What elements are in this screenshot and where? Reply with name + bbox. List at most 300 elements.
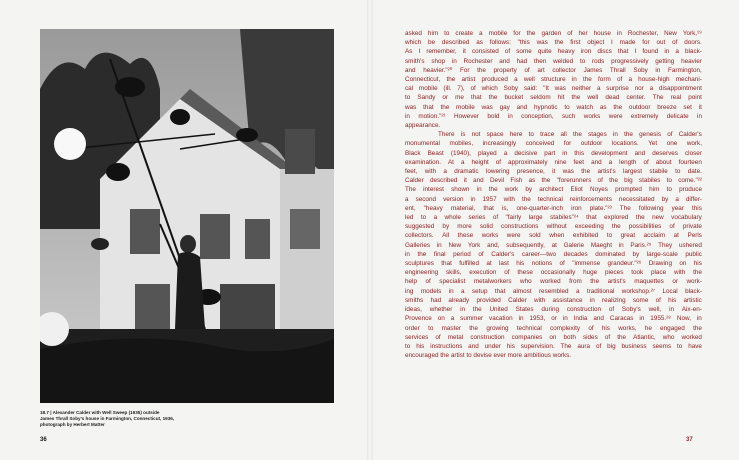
- word: Now,: [676, 315, 691, 323]
- word: explored: [604, 214, 629, 222]
- text-line: [405, 139, 702, 148]
- word: United: [489, 306, 508, 314]
- word: Fish: [510, 177, 523, 185]
- text-line: [405, 314, 702, 323]
- word: Devil: [489, 177, 505, 185]
- word: or: [551, 315, 557, 323]
- word: "heavy: [423, 204, 443, 212]
- word: art: [537, 66, 545, 74]
- word: hypnotic: [533, 103, 558, 111]
- word: to: [579, 57, 586, 65]
- text-line: [405, 333, 702, 342]
- word: the: [488, 186, 498, 194]
- word: well: [523, 76, 535, 84]
- word: the: [624, 131, 633, 139]
- word: in: [518, 315, 524, 323]
- word: in: [616, 30, 622, 37]
- word: garden: [541, 30, 562, 37]
- word: described: [441, 39, 470, 47]
- text-line: [405, 259, 702, 268]
- word: shop: [431, 57, 446, 65]
- word: realizing: [601, 296, 626, 304]
- word: engaged: [660, 324, 685, 332]
- word: to: [606, 232, 613, 240]
- word: a: [649, 85, 654, 93]
- word: specialist: [439, 278, 466, 286]
- word: "forerunners: [556, 177, 592, 185]
- word: I: [634, 48, 637, 56]
- word: models: [420, 287, 442, 295]
- word: on: [679, 260, 687, 268]
- word: Local: [662, 287, 678, 295]
- word: grandeur."²⁶: [607, 260, 642, 268]
- word: to: [675, 168, 681, 176]
- word: with: [503, 195, 515, 203]
- word: this: [574, 149, 585, 157]
- word: all: [560, 131, 567, 139]
- word: progressively: [611, 57, 649, 65]
- word: these: [457, 232, 474, 240]
- word: structure: [540, 76, 566, 84]
- word: welded: [553, 57, 574, 65]
- word: by: [661, 195, 669, 203]
- word: Soby: [633, 66, 648, 74]
- word: Eliot: [570, 186, 583, 194]
- word: played: [478, 149, 497, 157]
- word: of: [559, 260, 565, 268]
- text-line: [405, 204, 702, 213]
- word: work: [504, 186, 519, 194]
- word: a: [514, 76, 518, 84]
- word: a: [575, 287, 580, 295]
- word: a: [450, 315, 455, 323]
- word: his: [506, 342, 515, 350]
- word: with: [424, 168, 436, 176]
- word: closer: [685, 149, 702, 157]
- word: for: [513, 30, 521, 37]
- word: ent,: [405, 204, 416, 212]
- word: I: [611, 39, 613, 47]
- word: gay: [499, 103, 510, 111]
- word: lowering: [485, 168, 510, 176]
- word: black-: [685, 287, 702, 295]
- word: the: [617, 333, 627, 341]
- text-line: [405, 277, 702, 286]
- word: construction: [470, 333, 505, 341]
- word: a: [608, 158, 613, 166]
- word: such: [561, 112, 576, 120]
- word: artist's: [597, 168, 616, 176]
- word: was: [481, 103, 493, 111]
- text-line: [405, 47, 702, 56]
- word: him: [649, 186, 660, 194]
- text-line: [405, 130, 702, 139]
- word: ing: [405, 287, 414, 295]
- word: the: [693, 324, 702, 332]
- caption-line: 18.7 | Alexander Calder with Well Sweep (1935) outside: [40, 410, 160, 415]
- word: heavy: [557, 48, 575, 56]
- word: and: [405, 66, 416, 74]
- word: acclaim: [643, 232, 666, 240]
- text-line: [405, 268, 702, 277]
- word: conception,: [521, 112, 554, 120]
- word: They: [658, 241, 673, 249]
- word: some: [516, 48, 532, 56]
- text-line: [405, 213, 702, 222]
- word: of: [492, 214, 499, 222]
- word: in: [655, 66, 661, 74]
- word: or: [672, 278, 678, 286]
- word: following: [638, 204, 664, 212]
- word: growing: [486, 324, 509, 332]
- word: Connecticut,: [405, 76, 441, 84]
- word: the: [446, 76, 456, 84]
- word: career—two: [521, 250, 557, 258]
- word: that: [617, 48, 629, 56]
- word: and,: [487, 241, 500, 249]
- page-gutter: [367, 0, 373, 460]
- word: worked: [540, 278, 561, 286]
- word: and: [634, 149, 646, 157]
- word: a: [443, 168, 447, 176]
- word: work-: [686, 278, 702, 286]
- word: help: [405, 278, 417, 286]
- text-line: [405, 112, 702, 121]
- text-line: [405, 167, 702, 176]
- word: consisted: [471, 48, 499, 56]
- word: in: [405, 112, 410, 120]
- word: space: [486, 131, 504, 139]
- word: set: [683, 103, 692, 111]
- word: the: [611, 223, 621, 231]
- text-line: [405, 57, 702, 66]
- word: was: [562, 168, 574, 176]
- word: technical: [516, 324, 542, 332]
- word: mobile: [418, 85, 438, 93]
- word: for: [563, 140, 572, 148]
- word: big: [624, 177, 633, 185]
- word: a: [479, 30, 483, 37]
- word: mobile: [488, 30, 508, 37]
- word: to: [564, 103, 570, 111]
- word: of: [567, 30, 573, 37]
- word: cal: [405, 85, 414, 93]
- word: big: [607, 342, 616, 350]
- text-line: encouraged the artist to devise ever more ambitious works.: [405, 352, 572, 360]
- text-line: [405, 103, 702, 112]
- word: large: [528, 214, 543, 222]
- word: vacation: [489, 315, 513, 323]
- word: I: [418, 48, 421, 56]
- word: work,: [686, 140, 702, 148]
- word: 1955.²⁸: [650, 315, 671, 323]
- word: produce: [679, 186, 702, 194]
- word: second: [415, 195, 437, 203]
- word: bucket: [504, 94, 524, 102]
- word: and: [593, 315, 604, 323]
- word: Caracas: [609, 315, 634, 323]
- word: Thrall: [609, 66, 626, 74]
- word: mechani-: [675, 76, 702, 84]
- word: works,: [618, 324, 637, 332]
- photo-illustration: [40, 29, 334, 403]
- word: and: [468, 342, 479, 350]
- text-line: [405, 185, 702, 194]
- word: were: [506, 232, 521, 240]
- word: 1957: [482, 195, 497, 203]
- word: Soby's: [621, 306, 641, 314]
- word: not: [471, 131, 481, 139]
- word: outdoor: [580, 140, 603, 148]
- word: "immense: [572, 260, 601, 268]
- word: of: [524, 66, 530, 74]
- word: master: [441, 324, 461, 332]
- word: The: [619, 204, 631, 212]
- word: a: [461, 287, 465, 295]
- word: height: [471, 158, 489, 166]
- caption-line: photograph by Herbert Matter: [40, 421, 105, 427]
- word: summer: [460, 315, 484, 323]
- word: examination.: [405, 158, 441, 166]
- word: maquettes: [634, 278, 664, 286]
- word: Calder: [508, 296, 527, 304]
- word: him: [427, 30, 439, 37]
- word: bold: [487, 112, 500, 120]
- text-line: [405, 29, 702, 38]
- word: he: [644, 324, 652, 332]
- word: possibilities: [628, 223, 662, 231]
- word: as: [476, 39, 483, 47]
- word: at: [551, 241, 557, 249]
- word: as: [599, 103, 607, 111]
- word: mobile: [456, 103, 475, 111]
- word: private: [682, 223, 702, 231]
- word: to: [666, 177, 672, 185]
- word: Rochester,: [627, 30, 659, 37]
- word: occasionally: [540, 269, 576, 277]
- word: well,: [648, 306, 662, 314]
- word: nor: [634, 85, 644, 93]
- word: Beast: [427, 149, 444, 157]
- word: of: [643, 158, 649, 166]
- text-line: [405, 158, 702, 167]
- word: outdoor: [628, 103, 651, 111]
- word: found: [642, 48, 659, 56]
- word: a: [596, 85, 601, 93]
- word: that: [441, 260, 452, 268]
- word: object: [587, 39, 605, 47]
- word: to: [420, 214, 427, 222]
- word: in: [470, 195, 476, 203]
- word: already: [448, 296, 470, 304]
- word: and: [516, 103, 528, 111]
- word: technical: [537, 195, 563, 203]
- body-text-column: [405, 29, 702, 360]
- word: on: [437, 315, 445, 323]
- word: one-quarter-inch: [516, 204, 563, 212]
- word: the: [609, 177, 618, 185]
- word: Farmington,: [667, 66, 702, 74]
- text-line: [405, 38, 702, 47]
- word: sculptures: [405, 260, 434, 268]
- word: neither: [571, 85, 592, 93]
- word: in: [696, 315, 702, 323]
- word: metal: [447, 333, 464, 341]
- word: create: [455, 30, 474, 37]
- word: had: [430, 296, 442, 304]
- word: the: [472, 306, 482, 314]
- word: the: [521, 195, 531, 203]
- word: by: [632, 250, 640, 258]
- word: when: [549, 232, 565, 240]
- word: that: [423, 103, 434, 111]
- word: motion."²¹: [418, 112, 446, 120]
- word: companies: [511, 333, 543, 341]
- word: at: [486, 260, 492, 268]
- word: interest: [423, 186, 444, 194]
- word: in: [562, 315, 568, 323]
- word: in: [405, 250, 410, 258]
- word: and: [499, 57, 510, 65]
- word: for: [642, 39, 650, 47]
- word: series: [468, 214, 486, 222]
- word: discs: [597, 48, 612, 56]
- word: order: [405, 324, 420, 332]
- word: suggested: [405, 223, 435, 231]
- text-line: [405, 241, 702, 250]
- word: watch: [576, 103, 594, 111]
- word: took: [631, 269, 644, 277]
- word: fulfilled: [459, 260, 479, 268]
- word: a: [433, 214, 438, 222]
- photograph-calder-well-sweep: [40, 29, 334, 403]
- word: by: [525, 186, 533, 194]
- word: these: [517, 269, 533, 277]
- word: The: [560, 342, 572, 350]
- word: in: [697, 112, 702, 120]
- word: workshop.²⁷: [621, 287, 656, 295]
- word: and: [473, 177, 484, 185]
- word: increasingly: [482, 140, 517, 148]
- word: of: [504, 269, 510, 277]
- word: made: [619, 39, 636, 47]
- word: For: [459, 66, 470, 74]
- word: of: [669, 223, 675, 231]
- word: shown: [451, 186, 470, 194]
- word: on: [549, 333, 557, 341]
- word: house: [593, 30, 611, 37]
- word: the: [541, 177, 551, 185]
- word: the: [583, 76, 592, 84]
- word: breeze: [657, 103, 677, 111]
- word: services: [405, 333, 429, 341]
- word: her: [578, 30, 588, 37]
- word: solid: [479, 223, 493, 231]
- word: almost: [512, 287, 532, 295]
- word: that: [470, 94, 482, 102]
- word: were: [608, 112, 623, 120]
- word: plate."²³: [589, 204, 612, 212]
- word: remember,: [426, 48, 457, 56]
- word: the: [488, 94, 498, 102]
- word: to: [528, 131, 534, 139]
- word: construction: [566, 306, 602, 314]
- word: York,¹⁹: [682, 30, 702, 37]
- word: hit: [557, 94, 565, 102]
- word: come."²²: [678, 177, 702, 185]
- word: Soby: [503, 85, 519, 93]
- word: skills,: [445, 269, 462, 277]
- word: Calder's: [491, 250, 515, 258]
- word: have: [688, 342, 702, 350]
- word: 7),: [457, 85, 465, 93]
- word: to: [666, 186, 672, 194]
- word: who: [662, 333, 675, 341]
- word: final: [433, 250, 446, 258]
- word: sides: [582, 333, 598, 341]
- word: Sandy: [417, 94, 436, 102]
- word: date.: [687, 168, 702, 176]
- word: here: [509, 131, 523, 139]
- word: pieces: [605, 269, 624, 277]
- word: that: [494, 287, 506, 295]
- word: in: [507, 112, 513, 120]
- word: development: [591, 149, 628, 157]
- word: period: [453, 250, 471, 258]
- word: both: [563, 333, 576, 341]
- word: Perls: [687, 232, 702, 240]
- word: doors.: [684, 39, 702, 47]
- word: with: [673, 269, 686, 277]
- word: the: [526, 30, 536, 37]
- word: which: [405, 39, 422, 47]
- word: assistance: [552, 296, 583, 304]
- word: artist's: [607, 278, 626, 286]
- word: more: [457, 223, 472, 231]
- word: resembled: [538, 287, 569, 295]
- word: his: [601, 324, 610, 332]
- word: the: [469, 324, 479, 332]
- word: property: [493, 66, 517, 74]
- word: it: [552, 168, 556, 176]
- word: necessitated: [618, 195, 655, 203]
- word: version: [443, 195, 464, 203]
- caption-line: James Thrall Soby's house in Farmington, Connecticut, 1936,: [40, 415, 175, 421]
- text-line: [405, 84, 702, 93]
- word: well: [587, 94, 599, 102]
- word: feet: [573, 158, 585, 166]
- text-line: [405, 296, 702, 305]
- text-line: [405, 195, 702, 204]
- word: smith's: [405, 57, 425, 65]
- word: mobiles,: [449, 140, 474, 148]
- page-number-right: 37: [686, 437, 693, 443]
- word: who: [520, 278, 532, 286]
- word: out: [656, 39, 666, 47]
- text-line: [405, 176, 702, 185]
- word: The: [405, 186, 416, 194]
- word: getting: [655, 57, 675, 65]
- word: business: [621, 342, 647, 350]
- word: quite: [537, 48, 552, 56]
- word: Galerie: [563, 241, 585, 249]
- word: India: [573, 315, 588, 323]
- word: is,: [502, 204, 509, 212]
- word: York: [467, 241, 481, 249]
- word: aura: [577, 342, 591, 350]
- word: to: [428, 324, 434, 332]
- word: delicate: [666, 112, 689, 120]
